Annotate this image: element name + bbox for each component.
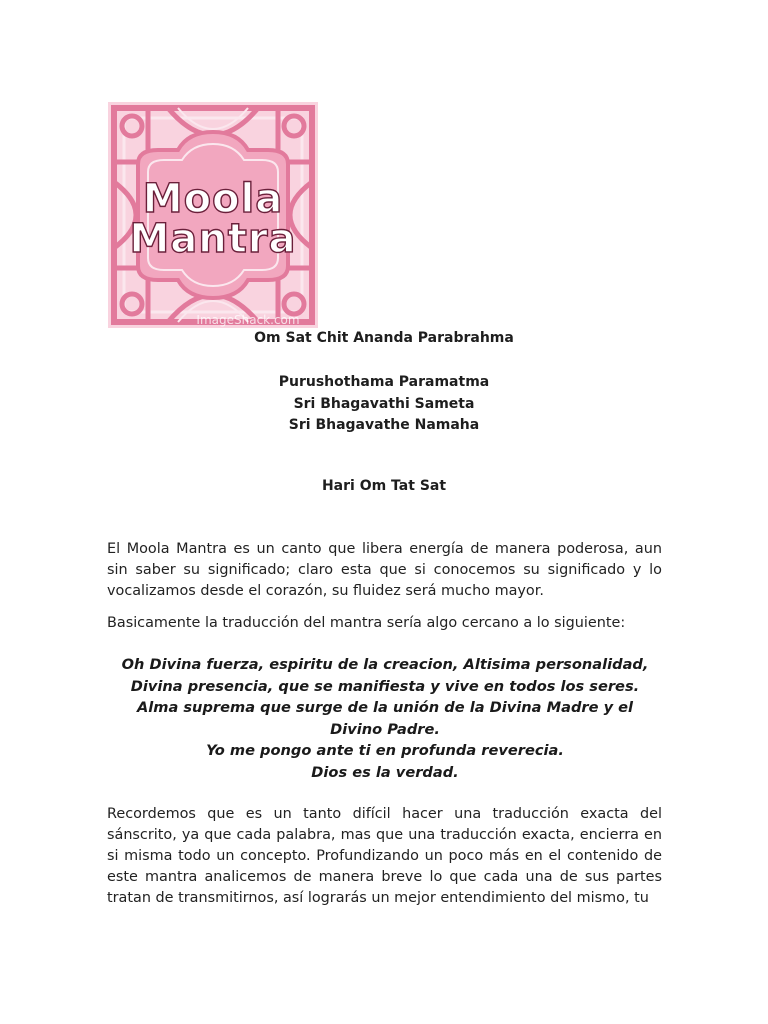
translation-block bbox=[100, 654, 670, 783]
intro-paragraph: El Moola Mantra es un canto que libera energía de manera poderosa, aun sin saber su significado; claro esta que si conocemos su significado y lo vocalizamos desde el corazón, su fluidez será mucho mayor. bbox=[107, 541, 662, 599]
mantra-line-1: Om Sat Chit Ananda Parabrahma bbox=[254, 330, 514, 346]
logo-title-line1: Moola bbox=[142, 176, 284, 222]
translation-line-2: Divina presencia, que se manifiesta y vive en todos los seres. bbox=[130, 677, 640, 695]
moola-mantra-logo bbox=[108, 102, 318, 328]
mantra-line-3: Sri Bhagavathi Sameta bbox=[293, 396, 475, 412]
mantra-line-4: Sri Bhagavathe Namaha bbox=[288, 417, 480, 433]
logo-pattern-graphic bbox=[108, 102, 318, 328]
translation-line-6: Dios es la verdad. bbox=[311, 763, 459, 781]
translation-intro-paragraph: Basicamente la traducción del mantra sería algo cercano a lo siguiente: bbox=[107, 615, 626, 631]
translation-line-1: Oh Divina fuerza, espiritu de la creacion, Altisima personalidad, bbox=[121, 656, 649, 673]
translation-line-5: Yo me pongo ante ti en profunda reverecia. bbox=[206, 742, 564, 759]
translation-line-3: Alma suprema que surge de la unión de la Divina Madre y el bbox=[136, 699, 634, 716]
translation-line-4: Divino Padre. bbox=[330, 720, 440, 738]
logo-watermark: ImageShack.com bbox=[196, 313, 300, 327]
logo-title-line2: Mantra bbox=[129, 216, 297, 262]
mantra-line-5: Hari Om Tat Sat bbox=[321, 478, 447, 494]
mantra-line-2: Purushothama Paramatma bbox=[278, 374, 490, 390]
explanation-paragraph: Recordemos que es un tanto difícil hacer una traducción exacta del sánscrito, ya que cada palabra, mas que una traducción exacta, encierra en si misma todo un concepto. Profundizando un poco más en el contenido de este mantra analicemos de manera breve lo que cada una de sus partes tratan de transmitirnos, así lograrás un mejor entendimiento del mismo, tu bbox=[107, 806, 662, 906]
